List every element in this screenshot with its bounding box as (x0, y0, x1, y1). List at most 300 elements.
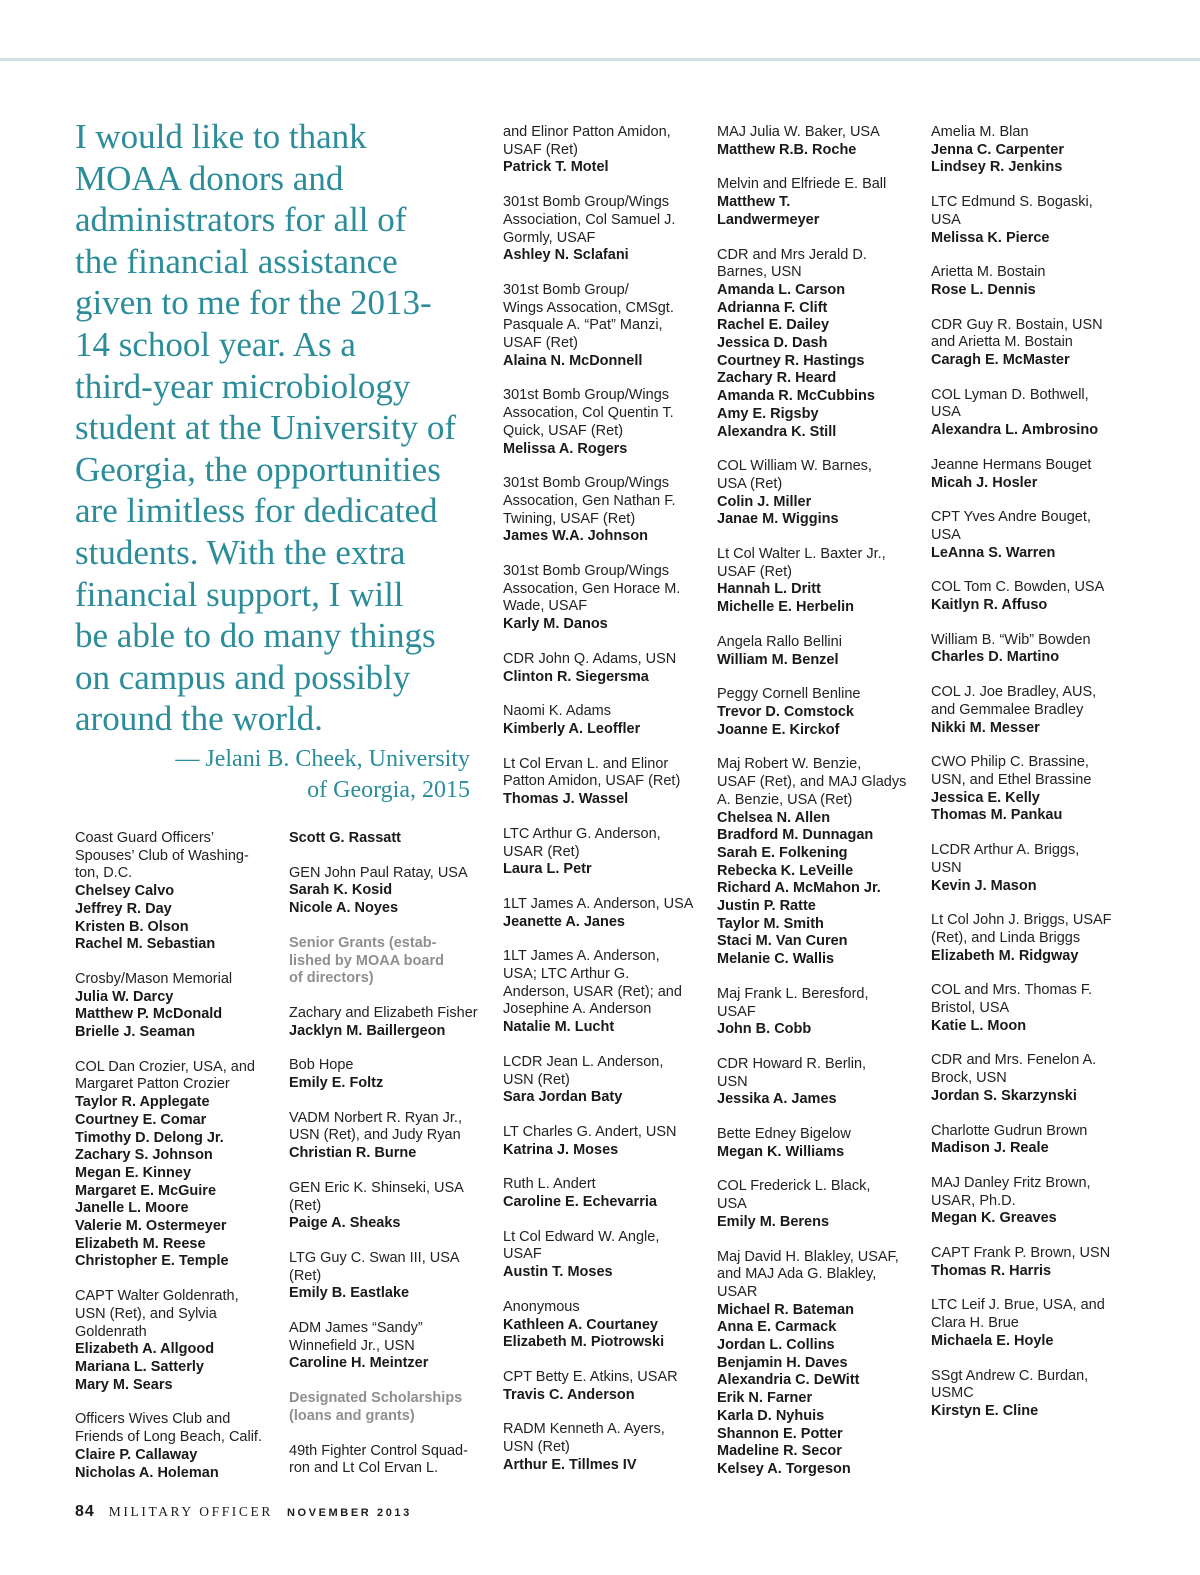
donor-name: Twining, USAF (Ret) (503, 510, 636, 527)
quote-line: Georgia, the opportunities (75, 449, 441, 489)
donor-name: Angela Rallo Bellini (717, 633, 842, 650)
quote-line: on campus and possibly (75, 657, 411, 697)
donor-name: Lt Col Ervan L. and Elinor (503, 755, 669, 772)
recipient-name: Charles D. Martino (931, 649, 1060, 666)
page-number: 84 (75, 1503, 95, 1520)
donor-name: MAJ Danley Fritz Brown, (931, 1174, 1091, 1191)
donor-name: LTC Edmund S. Bogaski, (931, 194, 1093, 211)
donor-name: Assocation, Gen Horace M. (503, 580, 681, 597)
recipient-name: Natalie M. Lucht (503, 1019, 615, 1036)
donor-name: USAF (Ret) (717, 563, 792, 580)
scholarship-entry (931, 754, 1112, 825)
recipient-name: Rachel E. Dailey (717, 317, 830, 334)
scholarship-entry (503, 948, 693, 1037)
scholarship-entry (289, 1180, 478, 1233)
scholarship-entry (717, 1126, 906, 1161)
recipient-name: Scott G. Rassatt (289, 830, 401, 846)
scholarship-entry (931, 194, 1112, 247)
recipient-name: Janelle L. Moore (75, 1200, 189, 1217)
donor-name: USN (931, 859, 962, 876)
recipient-name: LeAnna S. Warren (931, 544, 1056, 561)
recipient-name: Richard A. McMahon Jr. (717, 880, 881, 897)
scholarship-entry (931, 124, 1112, 177)
donor-name: USN (Ret), and Sylvia (75, 1305, 217, 1322)
recipient-name: Kristen B. Olson (75, 918, 189, 935)
recipient-name: Courtney E. Comar (75, 1111, 207, 1128)
donor-name: Pasquale A. “Pat” Manzi, (503, 317, 663, 334)
donor-name: USAR (717, 1283, 758, 1300)
recipient-name: Laura L. Petr (503, 861, 592, 878)
donor-name: Goldenrath (75, 1323, 147, 1340)
donor-name: 49th Fighter Control Squad- (289, 1442, 468, 1459)
scholarship-entry (75, 1059, 262, 1271)
donor-name: USN (Ret), and Judy Ryan (289, 1127, 461, 1144)
scholarship-entry (717, 247, 906, 442)
donor-name: COL Lyman D. Bothwell, (931, 386, 1089, 403)
donor-name: Arietta M. Bostain (931, 264, 1046, 281)
recipient-name: Michelle E. Herbelin (717, 599, 854, 616)
donor-name: CDR Howard R. Berlin, (717, 1055, 867, 1072)
scholarship-entry (931, 1123, 1112, 1158)
scholarship-entry (717, 124, 906, 159)
donor-name: COL William W. Barnes, (717, 458, 872, 475)
donor-name: 301st Bomb Group/Wings (503, 387, 670, 404)
donor-name: Naomi K. Adams (503, 703, 611, 720)
donor-name: Assocation, Gen Nathan F. (503, 492, 676, 509)
donor-name: Clara H. Brue (931, 1315, 1019, 1332)
scholarship-entry (717, 1056, 906, 1109)
donor-name: COL and Mrs. Thomas F. (931, 982, 1093, 999)
recipient-name: Jessica E. Kelly (931, 789, 1040, 806)
donor-name: ron and Lt Col Ervan L. (289, 1460, 439, 1477)
donor-name: USAR, Ph.D. (931, 1192, 1016, 1209)
donor-name: and Gemmalee Bradley (931, 701, 1084, 718)
scholarship-entry (503, 651, 693, 686)
recipient-name: Caroline E. Echevarria (503, 1194, 657, 1211)
donor-name: and Arietta M. Bostain (931, 334, 1073, 351)
donor-name: USN, and Ethel Brassine (931, 771, 1092, 788)
scholarship-entry (717, 546, 906, 617)
recipient-name: Megan K. Greaves (931, 1210, 1057, 1227)
quote-line: given to me for the 2013- (75, 283, 432, 323)
donor-name: USA; LTC Arthur G. (503, 966, 630, 983)
recipient-name: Valerie M. Ostermeyer (75, 1218, 227, 1235)
recipient-name: William M. Benzel (717, 651, 839, 668)
donor-name: Association, Col Samuel J. (503, 211, 676, 228)
recipient-name: Zachary S. Johnson (75, 1147, 213, 1164)
scholarship-entry (289, 1250, 478, 1303)
issue-date: NOVEMBER 2013 (286, 1507, 412, 1519)
donor-name: Maj Robert W. Benzie, (717, 756, 862, 773)
recipient-name: Paige A. Sheaks (289, 1215, 401, 1232)
scholarship-entry (289, 1320, 478, 1373)
donor-name: 1LT James A. Anderson, USA (503, 895, 694, 912)
recipient-name: Emily E. Foltz (289, 1075, 384, 1092)
scholarship-entry (503, 1229, 693, 1282)
donor-name: (Ret) (289, 1197, 322, 1214)
scholarship-entry (931, 509, 1112, 562)
quote-line: MOAA donors and (75, 158, 344, 198)
recipient-name: Taylor M. Smith (717, 915, 824, 932)
recipient-name: Christian R. Burne (289, 1145, 417, 1162)
recipient-name: Amy E. Rigsby (717, 405, 819, 422)
donor-name: USN (717, 1073, 748, 1090)
quote-line: around the world. (75, 699, 323, 739)
recipient-name: Jacklyn M. Baillergeon (289, 1022, 446, 1039)
donor-name: CPT Yves Andre Bouget, (931, 509, 1091, 526)
recipient-name: Zachary R. Heard (717, 370, 837, 387)
scholarship-entry (503, 756, 693, 809)
recipient-name: Elizabeth M. Ridgway (931, 947, 1079, 964)
donor-name: Peggy Cornell Benline (717, 686, 861, 703)
scholarship-entry (717, 458, 906, 529)
recipient-name: Melanie C. Wallis (717, 951, 835, 968)
donor-name: Maj David H. Blakley, USAF, (717, 1248, 899, 1265)
quote-line: third-year microbiology (75, 366, 411, 406)
recipient-name: Micah J. Hosler (931, 474, 1038, 491)
scholarship-entry (503, 194, 693, 265)
scholarship-entry (289, 1057, 478, 1092)
attribution-line: of Georgia, 2015 (307, 777, 470, 803)
recipient-name: Rachel M. Sebastian (75, 936, 216, 953)
recipient-name: Madeline R. Secor (717, 1443, 842, 1460)
quote-line: administrators for all of (75, 200, 407, 240)
recipient-name: Alaina N. McDonnell (503, 352, 643, 369)
donor-name: LTC Leif J. Brue, USA, and (931, 1297, 1105, 1314)
recipient-name: Hannah L. Dritt (717, 581, 821, 598)
quote-line: financial support, I will (75, 574, 404, 614)
donor-name: Charlotte Gudrun Brown (931, 1122, 1088, 1139)
recipient-name: Matthew R.B. Roche (717, 141, 857, 158)
scholarship-entry (75, 1411, 262, 1482)
donor-name: ADM James “Sandy” (289, 1320, 423, 1337)
recipient-name: Karly M. Danos (503, 616, 608, 633)
recipient-name: Janae M. Wiggins (717, 511, 839, 528)
recipient-name: Melissa A. Rogers (503, 440, 628, 457)
donor-column-2 (289, 830, 478, 1495)
scholarship-entry (717, 1178, 906, 1231)
recipient-name: Lindsey R. Jenkins (931, 159, 1063, 176)
donor-name: Crosby/Mason Memorial (75, 970, 233, 987)
recipient-name: Alexandra K. Still (717, 423, 837, 440)
scholarship-entry (931, 842, 1112, 895)
donor-name: Barnes, USN (717, 264, 802, 281)
attribution-line: — Jelani B. Cheek, University (175, 746, 470, 772)
scholarship-entry (503, 1176, 693, 1211)
donor-name: Wade, USAF (503, 598, 588, 615)
donor-name: CWO Philip C. Brassine, (931, 754, 1089, 771)
donor-name: CDR and Mrs Jerald D. (717, 246, 867, 263)
donor-name: USAF (503, 1246, 542, 1263)
scholarship-entry (931, 912, 1112, 965)
recipient-name: Amanda R. McCubbins (717, 388, 875, 405)
donor-name: GEN Eric K. Shinseki, USA (289, 1179, 464, 1196)
scholarship-entry (503, 387, 693, 458)
scholarship-entry (503, 896, 693, 931)
scholarship-entry (289, 1110, 478, 1163)
recipient-name: Thomas M. Pankau (931, 807, 1063, 824)
scholarship-entry (931, 387, 1112, 440)
donor-name: Bette Edney Bigelow (717, 1126, 851, 1143)
scholarship-entry (931, 457, 1112, 492)
recipient-name: Megan E. Kinney (75, 1164, 192, 1181)
donor-name: Margaret Patton Crozier (75, 1076, 230, 1093)
section-heading-line: Designated Scholarships (289, 1390, 463, 1407)
recipient-name: Patrick T. Motel (503, 159, 609, 176)
scholarship-entry (931, 1052, 1112, 1105)
scholarship-entry (717, 634, 906, 669)
scholarship-entry (717, 756, 906, 968)
donor-name: USN (Ret) (503, 1071, 570, 1088)
recipient-name: Matthew T. (717, 194, 791, 211)
recipient-name: Claire P. Callaway (75, 1446, 198, 1463)
scholarship-entry (931, 684, 1112, 737)
recipient-name: Matthew P. McDonald (75, 1006, 223, 1023)
scholarship-entry (503, 563, 693, 634)
scholarship-entry (931, 1245, 1112, 1280)
recipient-name: Kathleen A. Courtaney (503, 1316, 658, 1333)
recipient-name: Emily B. Eastlake (289, 1285, 410, 1302)
recipient-name: Megan K. Williams (717, 1143, 845, 1160)
recipient-name: Alexandra L. Ambrosino (931, 422, 1099, 439)
recipient-name: Katie L. Moon (931, 1017, 1027, 1034)
scholarship-entry (931, 632, 1112, 667)
quote-attribution (75, 744, 470, 806)
recipient-name: Nikki M. Messer (931, 719, 1040, 736)
recipient-name: Sarah E. Folkening (717, 844, 848, 861)
donor-name: Josephine A. Anderson (503, 1001, 652, 1018)
recipient-name: Alexandria C. DeWitt (717, 1372, 860, 1389)
recipient-name: Staci M. Van Curen (717, 933, 848, 950)
quote-line: 14 school year. As a (75, 324, 356, 364)
recipient-name: Rose L. Dennis (931, 281, 1036, 298)
donor-name: LCDR Arthur A. Briggs, (931, 842, 1080, 859)
scholarship-entry (931, 982, 1112, 1035)
scholarship-entry (931, 1297, 1112, 1350)
recipient-name: Jordan L. Collins (717, 1337, 835, 1354)
donor-name: COL Tom C. Bowden, USA (931, 579, 1105, 596)
donor-name: USAF (Ret) (503, 141, 578, 158)
donor-name: CAPT Walter Goldenrath, (75, 1288, 239, 1305)
recipient-name: Kimberly A. Leoffler (503, 720, 641, 737)
recipient-name: Elizabeth A. Allgood (75, 1341, 215, 1358)
scholarship-entry (289, 830, 478, 848)
donor-name: Friends of Long Beach, Calif. (75, 1429, 262, 1446)
donor-name: Assocation, Col Quentin T. (503, 405, 674, 422)
donor-name: (Ret), and Linda Briggs (931, 929, 1081, 946)
recipient-name: Chelsey Calvo (75, 883, 175, 900)
donor-name: LT Charles G. Andert, USN (503, 1123, 677, 1140)
recipient-name: Kaitlyn R. Affuso (931, 597, 1048, 614)
donor-name: USA (717, 1196, 747, 1213)
donor-name: CDR John Q. Adams, USN (503, 650, 677, 667)
recipient-name: Anna E. Carmack (717, 1319, 837, 1336)
recipient-name: John B. Cobb (717, 1021, 812, 1038)
scholarship-entry (931, 579, 1112, 614)
donor-name: USAF (Ret), and MAJ Gladys (717, 774, 907, 791)
section-heading-line: Senior Grants (estab- (289, 934, 437, 951)
scholarship-entry (503, 1369, 693, 1404)
recipient-name: Jenna C. Carpenter (931, 141, 1064, 158)
donor-name: LTC Arthur G. Anderson, (503, 825, 661, 842)
recipient-name: Benjamin H. Daves (717, 1354, 848, 1371)
donor-column-4 (717, 124, 906, 1496)
recipient-name: Bradford M. Dunnagan (717, 827, 874, 844)
donor-name: Winnefield Jr., USN (289, 1337, 415, 1354)
donor-name: SSgt Andrew C. Burdan, (931, 1367, 1089, 1384)
donor-column-5 (931, 124, 1112, 1438)
recipient-name: Sarah K. Kosid (289, 882, 393, 899)
recipient-name: Madison J. Reale (931, 1140, 1049, 1157)
scholarship-entry (289, 1005, 478, 1040)
magazine-name: MILITARY OFFICER (108, 1504, 273, 1519)
donor-name: CPT Betty E. Atkins, USAR (503, 1368, 678, 1385)
recipient-name: Michael R. Bateman (717, 1301, 854, 1318)
donor-name: Wings Assocation, CMSgt. (503, 299, 674, 316)
scholarship-entry (717, 1249, 906, 1479)
scholarship-entry (75, 1288, 262, 1394)
donor-name: USAR (Ret) (503, 843, 580, 860)
donor-name: USA (Ret) (717, 475, 783, 492)
section-heading-line: of directors) (289, 970, 374, 987)
donor-name: USAF (717, 1003, 756, 1020)
donor-name: Quick, USAF (Ret) (503, 422, 624, 439)
recipient-name: Elizabeth M. Reese (75, 1235, 206, 1252)
donor-name: USAF (Ret) (503, 335, 578, 352)
recipient-name: Caroline H. Meintzer (289, 1355, 429, 1372)
donor-name: MAJ Julia W. Baker, USA (717, 124, 880, 140)
donor-name: Spouses’ Club of Washing- (75, 847, 249, 864)
donor-name: USA (931, 404, 961, 421)
recipient-name: Nicholas A. Holeman (75, 1464, 219, 1481)
recipient-name: Emily M. Berens (717, 1213, 830, 1230)
recipient-name: Austin T. Moses (503, 1264, 613, 1281)
donor-name: GEN John Paul Ratay, USA (289, 864, 468, 881)
recipient-name: Chelsea N. Allen (717, 809, 831, 826)
recipient-name: Travis C. Anderson (503, 1386, 635, 1403)
scholarship-entry (503, 703, 693, 738)
donor-name: CDR and Mrs. Fenelon A. (931, 1052, 1097, 1069)
recipient-name: Christopher E. Temple (75, 1253, 229, 1270)
donor-name: Maj Frank L. Beresford, (717, 985, 869, 1002)
scholarship-entry (503, 475, 693, 546)
donor-name: 301st Bomb Group/Wings (503, 475, 670, 492)
scholarship-entry (75, 830, 262, 954)
scholarship-entry (289, 865, 478, 918)
donor-name: CAPT Frank P. Brown, USN (931, 1245, 1111, 1262)
recipient-name: Taylor R. Applegate (75, 1094, 210, 1111)
donor-name: COL Dan Crozier, USA, and (75, 1058, 255, 1075)
donor-name: CDR Guy R. Bostain, USN (931, 316, 1103, 333)
recipient-name: Jordan S. Skarzynski (931, 1087, 1077, 1104)
scholarship-entry (503, 124, 693, 177)
recipient-name: Justin P. Ratte (717, 898, 816, 915)
scholarship-entry (717, 686, 906, 739)
donor-name: Gormly, USAF (503, 229, 596, 246)
top-rule (0, 58, 1200, 61)
donor-name: Anonymous (503, 1298, 580, 1315)
quote-line: be able to do many things (75, 616, 436, 656)
donor-name: Lt Col Edward W. Angle, (503, 1228, 660, 1245)
recipient-name: Jeanette A. Janes (503, 913, 625, 930)
page-footer (75, 1503, 412, 1521)
recipient-name: Mary M. Sears (75, 1376, 173, 1393)
donor-name: Officers Wives Club and (75, 1411, 231, 1428)
scholarship-entry (931, 317, 1112, 370)
recipient-name: James W.A. Johnson (503, 528, 649, 545)
donor-name: Patton Amidon, USAF (Ret) (503, 773, 681, 790)
donor-name: RADM Kenneth A. Ayers, (503, 1421, 665, 1438)
recipient-name: Rebecka K. LeVeille (717, 862, 854, 879)
recipient-name: Kevin J. Mason (931, 877, 1037, 894)
recipient-name: Melissa K. Pierce (931, 229, 1050, 246)
donor-name: Zachary and Elizabeth Fisher (289, 1004, 478, 1021)
recipient-name: Jessica D. Dash (717, 335, 828, 352)
donor-name: USA (931, 526, 961, 543)
donor-name: LTG Guy C. Swan III, USA (289, 1249, 460, 1266)
recipient-name: Ashley N. Sclafani (503, 247, 629, 264)
recipient-name: Clinton R. Siegersma (503, 668, 649, 685)
donor-name: Jeanne Hermans Bouget (931, 456, 1092, 473)
section-heading-line: lished by MOAA board (289, 952, 444, 969)
recipient-name: Margaret E. McGuire (75, 1182, 217, 1199)
recipient-name: Karla D. Nyhuis (717, 1407, 825, 1424)
scholarship-entry (931, 1368, 1112, 1421)
recipient-name: Michaela E. Hoyle (931, 1332, 1054, 1349)
quote-line: are limitless for dedicated (75, 491, 438, 531)
recipient-name: Colin J. Miller (717, 493, 812, 510)
donor-name: USA (931, 211, 961, 228)
scholarship-entry (931, 264, 1112, 299)
quote-line: the financial assistance (75, 241, 398, 281)
quote-line: I would like to thank (75, 117, 367, 156)
recipient-name: Adrianna F. Clift (717, 299, 828, 316)
recipient-name: Jessika A. James (717, 1091, 837, 1108)
quote-line: student at the University of (75, 408, 457, 448)
donor-name: Amelia M. Blan (931, 124, 1029, 140)
scholarship-entry (717, 176, 906, 229)
scholarship-entry (75, 971, 262, 1042)
recipient-name: Katrina J. Moses (503, 1141, 619, 1158)
donor-name: Ruth L. Andert (503, 1176, 596, 1193)
recipient-name: Kelsey A. Torgeson (717, 1461, 851, 1477)
scholarship-entry (503, 1054, 693, 1107)
recipient-name: Jeffrey R. Day (75, 900, 172, 917)
recipient-name: Julia W. Darcy (75, 988, 174, 1005)
recipient-name: Timothy D. Delong Jr. (75, 1129, 224, 1146)
donor-name: Coast Guard Officers’ (75, 830, 215, 846)
recipient-name: Mariana L. Satterly (75, 1358, 204, 1375)
donor-name: 301st Bomb Group/ (503, 281, 629, 298)
donor-name: 301st Bomb Group/Wings (503, 194, 670, 211)
donor-name: 301st Bomb Group/Wings (503, 563, 670, 580)
recipient-name: Landwermeyer (717, 211, 820, 228)
donor-column-3 (503, 124, 693, 1491)
recipient-name: Joanne E. Kirckof (717, 721, 840, 738)
scholarship-entry (503, 1124, 693, 1159)
recipient-name: Trevor D. Comstock (717, 703, 854, 720)
recipient-name: Thomas J. Wassel (503, 791, 629, 808)
scholarship-entry (289, 1443, 478, 1478)
scholarship-entry (717, 986, 906, 1039)
donor-name: Bob Hope (289, 1057, 354, 1074)
donor-name: Lt Col John J. Briggs, USAF (931, 912, 1112, 929)
recipient-name: Sara Jordan Baty (503, 1089, 623, 1106)
recipient-name: Elizabeth M. Piotrowski (503, 1334, 665, 1351)
recipient-name: Caragh E. McMaster (931, 352, 1070, 369)
recipient-name: Nicole A. Noyes (289, 900, 399, 917)
donor-name: William B. “Wib” Bowden (931, 631, 1091, 648)
